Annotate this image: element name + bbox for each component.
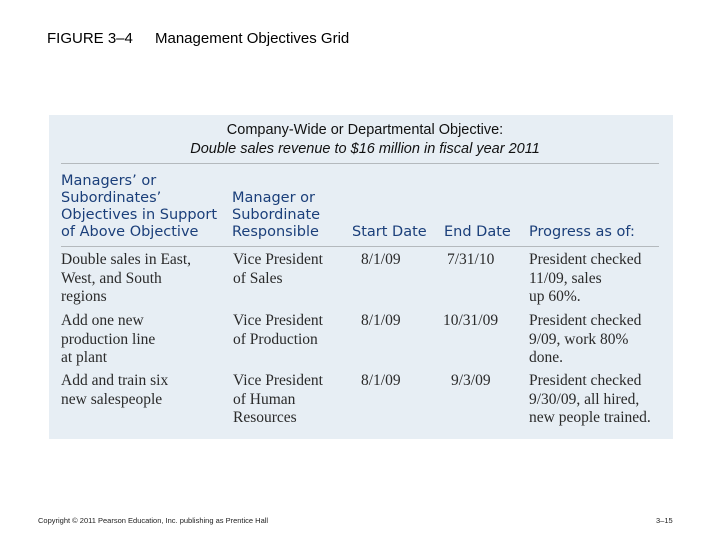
row1-responsible: Vice President of Sales	[233, 251, 323, 287]
header-progress: Progress as of:	[529, 224, 635, 240]
objective-label: Company-Wide or Departmental Objective:	[226, 122, 504, 138]
header-responsible: Manager or Subordinate Responsible	[232, 190, 321, 240]
objectives-grid	[49, 115, 673, 439]
copyright-notice: Copyright © 2011 Pearson Education, Inc. publishing as Prentice Hall	[38, 516, 269, 525]
row3-end-date: 9/3/09	[451, 372, 491, 389]
row2-start-date: 8/1/09	[361, 312, 401, 329]
row1-start-date: 8/1/09	[361, 251, 401, 268]
figure-header	[47, 30, 349, 47]
row3-progress: President checked 9/30/09, all hired, new people trained.	[529, 372, 651, 426]
divider-top	[61, 163, 659, 164]
row1-progress: President checked 11/09, sales up 60%.	[529, 251, 642, 305]
figure-number: FIGURE 3–4	[47, 30, 133, 47]
row3-start-date: 8/1/09	[361, 372, 401, 389]
row1-objective: Double sales in East, West, and South regions	[61, 251, 192, 305]
row3-responsible: Vice President of Human Resources	[233, 372, 323, 426]
row2-responsible: Vice President of Production	[233, 312, 323, 348]
row3-objective: Add and train six new salespeople	[61, 372, 169, 408]
row2-progress: President checked 9/09, work 80% done.	[529, 312, 642, 366]
figure-title: Management Objectives Grid	[155, 30, 350, 47]
header-start-date: Start Date	[352, 224, 427, 240]
row1-end-date: 7/31/10	[447, 251, 495, 268]
objective-statement: Double sales revenue to $16 million in fiscal year 2011	[190, 141, 540, 157]
header-objectives: Managers’ or Subordinates’ Objectives in Support of Above Objective	[61, 173, 218, 240]
objective-caption	[49, 121, 681, 159]
row2-objective: Add one new production line at plant	[61, 312, 156, 366]
header-end-date: End Date	[444, 224, 511, 240]
divider-header	[61, 246, 659, 247]
row2-end-date: 10/31/09	[443, 312, 499, 329]
page-number: 3–15	[656, 516, 673, 525]
